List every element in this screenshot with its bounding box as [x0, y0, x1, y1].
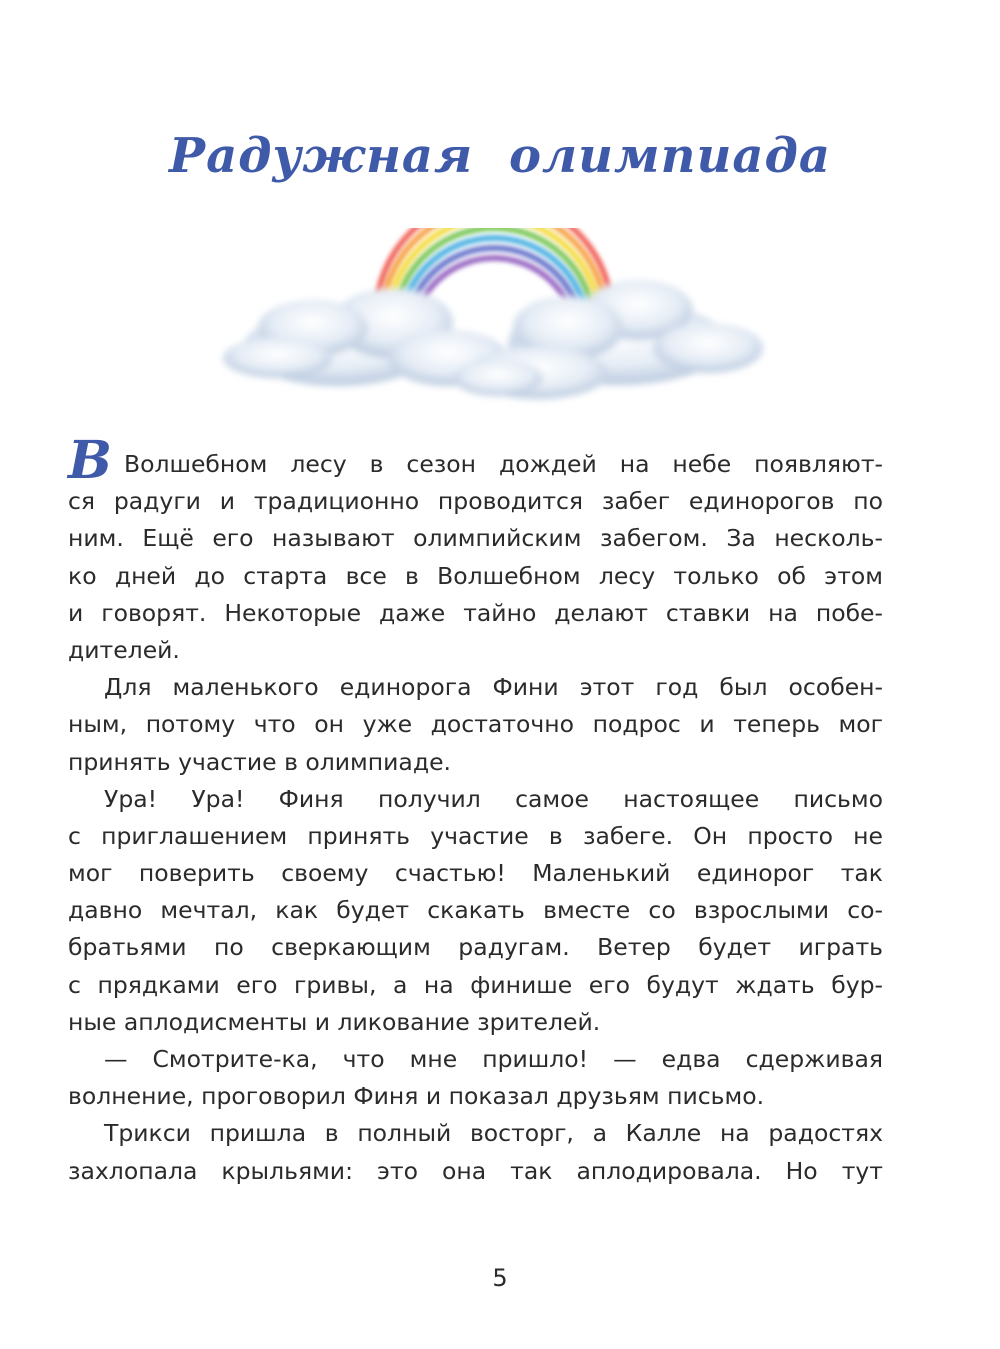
text-line: давно мечтал, как будет скакать вместе со взрослыми со- — [68, 896, 883, 925]
text-line: ся радуги и традиционно проводится забег единорогов по — [68, 487, 883, 516]
text-line: с приглашением принять участие в забеге. Он просто не — [68, 821, 883, 850]
text-line: мог поверить своему счастью! Маленький единорог так — [68, 859, 883, 888]
page-number: 5 — [492, 1264, 508, 1292]
text-line: волнение, проговорил Финя и показал друзьям письмо. — [68, 1082, 765, 1111]
drop-cap: В — [68, 430, 112, 492]
text-line: Волшебном лесу в сезон дождей на небе появляют- — [123, 450, 883, 478]
text-line: захлопала крыльями: это она так аплодировала. Но тут — [68, 1156, 883, 1185]
cloud-icon — [223, 280, 763, 399]
text-line: принять участие в олимпиаде. — [68, 747, 451, 776]
paragraph-first-line — [68, 430, 883, 492]
text-line: Ура! Ура! Финя получил самое настоящее письмо — [104, 784, 883, 813]
text-line: ним. Ещё его называют олимпийским забегом. За несколь- — [68, 524, 883, 553]
text-line: ные аплодисменты и ликование зрителей. — [68, 1007, 601, 1036]
story-text — [68, 430, 883, 1190]
text-line: братьями по сверкающим радугам. Ветер будет играть — [68, 933, 883, 962]
text-line: ным, потому что он уже достаточно подрос и теперь мог — [68, 710, 883, 739]
text-line: — Смотрите-ка, что мне пришло! — едва сдерживая — [104, 1045, 883, 1073]
text-line: и говорят. Некоторые даже тайно делают ставки на побе- — [68, 598, 883, 627]
text-line: Трикси пришла в полный восторг, а Калле на радостях — [104, 1119, 883, 1148]
text-line: с прядками его гривы, а на финише его будут ждать бур- — [68, 970, 883, 999]
chapter-title: Радужная олимпиада — [168, 128, 831, 184]
rainbow-cloud-illustration — [218, 228, 778, 413]
text-line: Для маленького единорога Фини этот год был особен- — [104, 673, 883, 702]
text-line: ко дней до старта все в Волшебном лесу только об этом — [68, 561, 883, 590]
text-line: дителей. — [68, 635, 180, 664]
